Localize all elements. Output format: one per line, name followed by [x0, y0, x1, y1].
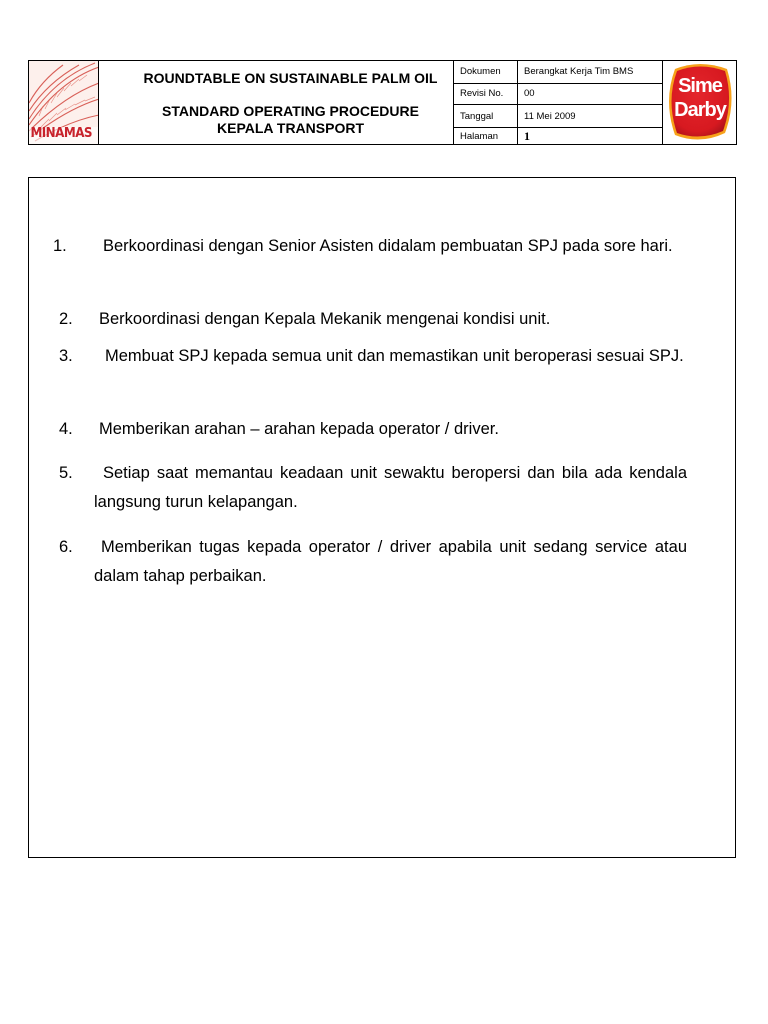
field-label-dokumen: Dokumen [460, 66, 501, 77]
document-title-block [99, 61, 482, 144]
procedure-item-text: Setiap saat memantau keadaan unit sewaktu beropersi dan bila ada kendala langsung turun kelapangan. [94, 464, 687, 511]
item-number: 2. [59, 310, 73, 328]
field-value-halaman: 1 [524, 129, 530, 143]
organization-title: ROUNDTABLE ON SUSTAINABLE PALM OIL [143, 70, 438, 86]
procedure-item-text: Memberikan arahan – arahan kepada operator / driver. [99, 420, 499, 438]
item-number: 4. [59, 420, 73, 438]
field-label-halaman: Halaman [460, 131, 499, 142]
item-number: 1. [53, 237, 67, 255]
procedure-item-text: Membuat SPJ kepada semua unit dan memastikan unit beroperasi sesuai SPJ. [105, 347, 684, 365]
procedure-content-box [28, 177, 736, 858]
procedure-item-text: Berkoordinasi dengan Senior Asisten didalam pembuatan SPJ pada sore hari. [103, 237, 673, 255]
minamas-logo [29, 61, 99, 144]
sime-darby-logo [663, 61, 737, 144]
item-number: 3. [59, 347, 73, 365]
field-value-revisi: 00 [524, 88, 535, 99]
field-label-revisi: Revisi No. [460, 88, 504, 99]
minamas-logo-text: MINAMAS [30, 126, 92, 141]
procedure-title [99, 103, 482, 137]
procedure-item-text: Berkoordinasi dengan Kepala Mekanik mengenai kondisi unit. [99, 310, 551, 328]
item-number: 5. [59, 464, 73, 482]
procedure-title-line1: STANDARD OPERATING PROCEDURE [162, 103, 419, 119]
field-value-dokumen: Berangkat Kerja Tim BMS [524, 66, 634, 77]
sime-darby-logo-line1: Sime [678, 75, 722, 97]
field-label-tanggal: Tanggal [460, 111, 494, 122]
procedure-item-text: Memberikan tugas kepada operator / driver apabila unit sedang service atau dalam tahap perbaikan. [94, 538, 687, 585]
procedure-title-line2: KEPALA TRANSPORT [217, 120, 364, 136]
sime-darby-logo-line2: Darby [674, 99, 726, 121]
item-number: 6. [59, 538, 73, 556]
field-value-tanggal: 11 Mei 2009 [524, 111, 576, 122]
document-header [28, 60, 737, 145]
